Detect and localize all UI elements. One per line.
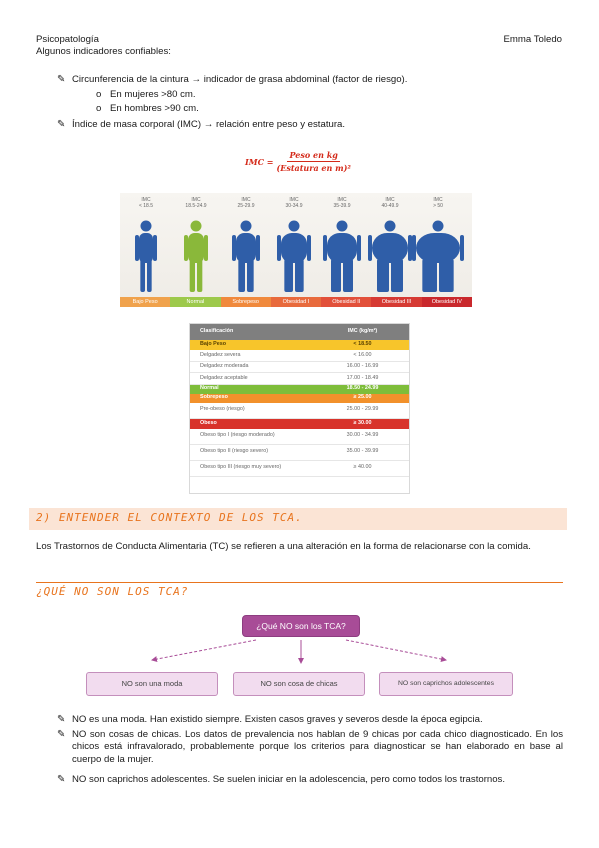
indicator-imc: Índice de masa corporal (IMC) → relación entre peso y estatura. <box>72 119 346 130</box>
header-author: Emma Toledo <box>503 34 562 45</box>
section-1-title: 2) ENTENDER EL CONTEXTO DE LOS TCA. <box>36 511 303 524</box>
bmi-label-range: 25-29.9 <box>237 203 255 209</box>
bmi-label-range: 35-39.9 <box>333 203 351 209</box>
table-cell-imc: ≥ 30.00 <box>353 419 372 426</box>
table-cell-classification: Obeso <box>200 419 217 426</box>
table-cell-imc: ≥ 40.00 <box>353 464 372 471</box>
table-cell-classification: Bajo Peso <box>200 341 227 348</box>
section-2-title: ¿QUÉ NO SON LOS TCA? <box>36 585 189 598</box>
table-cell-imc: 18.50 - 24.99 <box>346 385 379 392</box>
bmi-label-title: IMC <box>337 197 347 203</box>
arrow-right <box>346 640 446 660</box>
formula-numerator: Peso en kg <box>287 150 339 162</box>
table-cell-imc: 17.00 - 18.49 <box>346 374 379 381</box>
bullet-caprichos: NO son caprichos adolescentes. Se suelen iniciar en la adolescencia, pero como todos los trastornos. <box>72 774 506 785</box>
indicator-waist: Circunferencia de la cintura → indicador de grasa abdominal (factor de riesgo). <box>72 74 408 85</box>
sub-text: En mujeres >80 cm. <box>110 89 196 100</box>
bmi-label-range: 40-49.9 <box>381 203 399 209</box>
table-cell-imc: 25.00 - 29.99 <box>346 406 379 413</box>
diagram-box-caprichos: NO son caprichos adolescentes <box>379 672 513 696</box>
diagram-top-box: ¿Qué NO son los TCA? <box>242 615 360 637</box>
sub-bullet: o <box>96 89 102 100</box>
bullet-icon: ✎ <box>57 729 66 740</box>
bmi-band: Obesidad III <box>371 297 421 307</box>
formula-denominator: (Estatura en m)² <box>276 163 351 174</box>
bullet-icon: ✎ <box>57 714 66 725</box>
bmi-label-title: IMC <box>191 197 201 203</box>
section-1-paragraph: Los Trastornos de Conducta Alimentaria (TC) se refieren a una alteración en la forma de relacionarse con la comida. <box>36 541 531 552</box>
intro-text: Algunos indicadores confiables: <box>36 46 171 57</box>
bmi-band: Obesidad II <box>321 297 371 307</box>
table-cell-imc: 35.00 - 39.99 <box>346 448 379 455</box>
bmi-label-range: < 18.5 <box>138 203 154 209</box>
bullet-icon: ✎ <box>57 119 66 130</box>
diagram-box-chicas: NO son cosa de chicas <box>233 672 365 696</box>
bmi-label-range: > 50 <box>433 203 443 209</box>
sub-text: En hombres >90 cm. <box>110 103 199 114</box>
table-cell-imc: < 18.50 <box>353 341 372 348</box>
bmi-label-title: IMC <box>141 197 151 203</box>
bmi-label-title: IMC <box>241 197 251 203</box>
bullet-icon: ✎ <box>57 74 66 85</box>
table-cell-classification: Pre-obeso (riesgo) <box>200 406 245 413</box>
table-cell-imc: 30.00 - 34.99 <box>346 432 379 439</box>
bmi-label-title: IMC <box>289 197 299 203</box>
table-header-imc: IMC (kg/m²) <box>347 328 378 335</box>
bmi-band: Obesidad I <box>271 297 321 307</box>
header-subject: Psicopatología <box>36 34 99 45</box>
bmi-band: Obesidad IV <box>422 297 472 307</box>
table-cell-classification: Sobrepeso <box>200 394 228 401</box>
bmi-band: Normal <box>170 297 220 307</box>
table-cell-classification: Delgadez moderada <box>200 363 249 370</box>
table-cell-classification: Obeso tipo II (riesgo severo) <box>200 448 269 455</box>
arrow-left <box>152 640 256 660</box>
bmi-label-title: IMC <box>433 197 443 203</box>
bullet-moda: NO es una moda. Han existido siempre. Existen casos graves y severos desde la época egipcia. <box>72 714 483 725</box>
bullet-chicas: NO son cosas de chicas. Los datos de prevalencia nos hablan de 9 chicas por cada chico diagnosticado. En los chicos está infravalorado, probablemente porque los criterios para diagnosticar se han elaborado en base al cuerpo de la mujer. <box>72 729 563 765</box>
table-cell-classification: Obeso tipo I (riesgo moderado) <box>200 432 275 439</box>
table-header-classification: Clasificación <box>200 328 234 335</box>
bmi-band: Sobrepeso <box>221 297 271 307</box>
bmi-label-range: 30-34.9 <box>285 203 303 209</box>
sub-bullet: o <box>96 103 102 114</box>
table-cell-imc: ≥ 25.00 <box>353 394 372 401</box>
table-cell-classification: Delgadez aceptable <box>200 374 248 381</box>
bullet-icon: ✎ <box>57 774 66 785</box>
diagram-box-moda: NO son una moda <box>86 672 218 696</box>
table-cell-classification: Delgadez severa <box>200 351 241 358</box>
table-cell-classification: Normal <box>200 385 219 392</box>
bmi-label-range: 18.5-24.9 <box>185 203 207 209</box>
table-cell-imc: 16.00 - 16.99 <box>346 363 379 370</box>
table-cell-imc: < 16.00 <box>353 351 372 358</box>
bmi-band: Bajo Peso <box>120 297 170 307</box>
bmi-label-title: IMC <box>385 197 395 203</box>
formula-lhs: IMC = <box>245 156 274 167</box>
table-cell-classification: Obeso tipo III (riesgo muy severo) <box>200 464 282 471</box>
